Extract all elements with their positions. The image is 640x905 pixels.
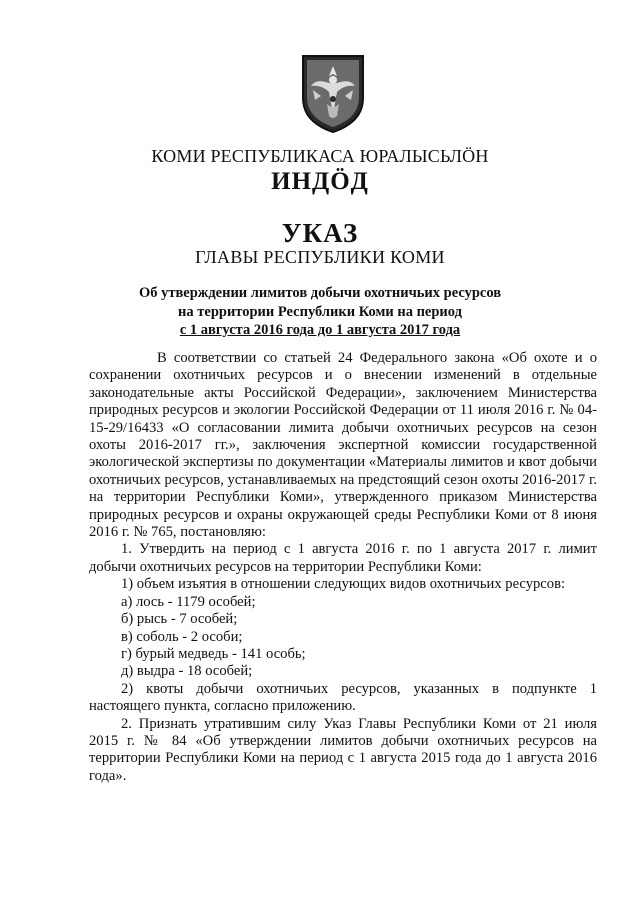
decree-title-period: с 1 августа 2016 года до 1 августа 2017 года (179, 322, 461, 338)
item-1-2-paragraph: 2) квоты добычи охотничьих ресурсов, указанных в подпункте 1 настоящего пункта, согласно приложению. (89, 680, 597, 715)
decree-title-line: Об утверждении лимитов добычи охотничьих ресурсов (138, 285, 502, 301)
item-1-paragraph: 1. Утвердить на период с 1 августа 2016 г. по 1 августа 2017 г. лимит добычи охотничьих ресурсов на территории Республики Коми: (89, 541, 597, 575)
decree-title (0, 284, 640, 340)
komi-coat-of-arms-icon (299, 52, 367, 134)
republic-name-komi: КОМИ РЕСПУБЛИКАСА ЮРАЛЫСЬЛÖН (151, 146, 489, 166)
species-list-item: а) лось - 1179 особей; (121, 593, 256, 610)
species-list-item: б) рысь - 7 особей; (121, 611, 238, 628)
preamble-paragraph: В соответствии со статьей 24 Федерального закона «Об охоте и о сохранении охотничьих ресурсов и о внесении изменений в отдельные законодательные акты Российской Федерации», заключением Министерства природных ресурсов и экологии Российской Федерации от 11 июля 2016 г. № 04-15-29/16433 «О согласовании лимита добычи охотничьих ресурсов на сезон охоты 2016-2017 гг.», заключения экспертной комиссии государственной экологической экспертизы по документации «Материалы лимитов и квот добычи охотничьих ресурсов, устанавливаемых на предстоящий сезон охоты 2016-2017 г. на территории Республики Коми», утвержденного приказом Министерства природных ресурсов и охраны окружающей среды Республики Коми от 8 июня 2016 г. № 765, постановляю: (89, 350, 597, 541)
decree-title-line: на территории Республики Коми на период (178, 303, 462, 320)
indod-heading: ИНДÖД (271, 168, 369, 195)
ukaz-heading: УКАЗ (281, 218, 359, 248)
species-list-item: г) бурый медведь - 141 особь; (121, 645, 306, 662)
item-1-1-paragraph: 1) объем изъятия в отношении следующих видов охотничьих ресурсов: (121, 576, 566, 593)
species-list-item: д) выдра - 18 особей; (121, 663, 253, 680)
decree-body (89, 350, 597, 785)
item-2-paragraph: 2. Признать утратившим силу Указ Главы Республики Коми от 21 июля 2015 г. № 84 «Об утверждении лимитов добычи охотничьих ресурсов на территории Республики Коми на период с 1 августа 2015 года до 1 августа 2016 года». (89, 715, 597, 784)
species-list-item: в) соболь - 2 особи; (121, 628, 243, 645)
ukaz-subtitle: ГЛАВЫ РЕСПУБЛИКИ КОМИ (195, 247, 445, 267)
